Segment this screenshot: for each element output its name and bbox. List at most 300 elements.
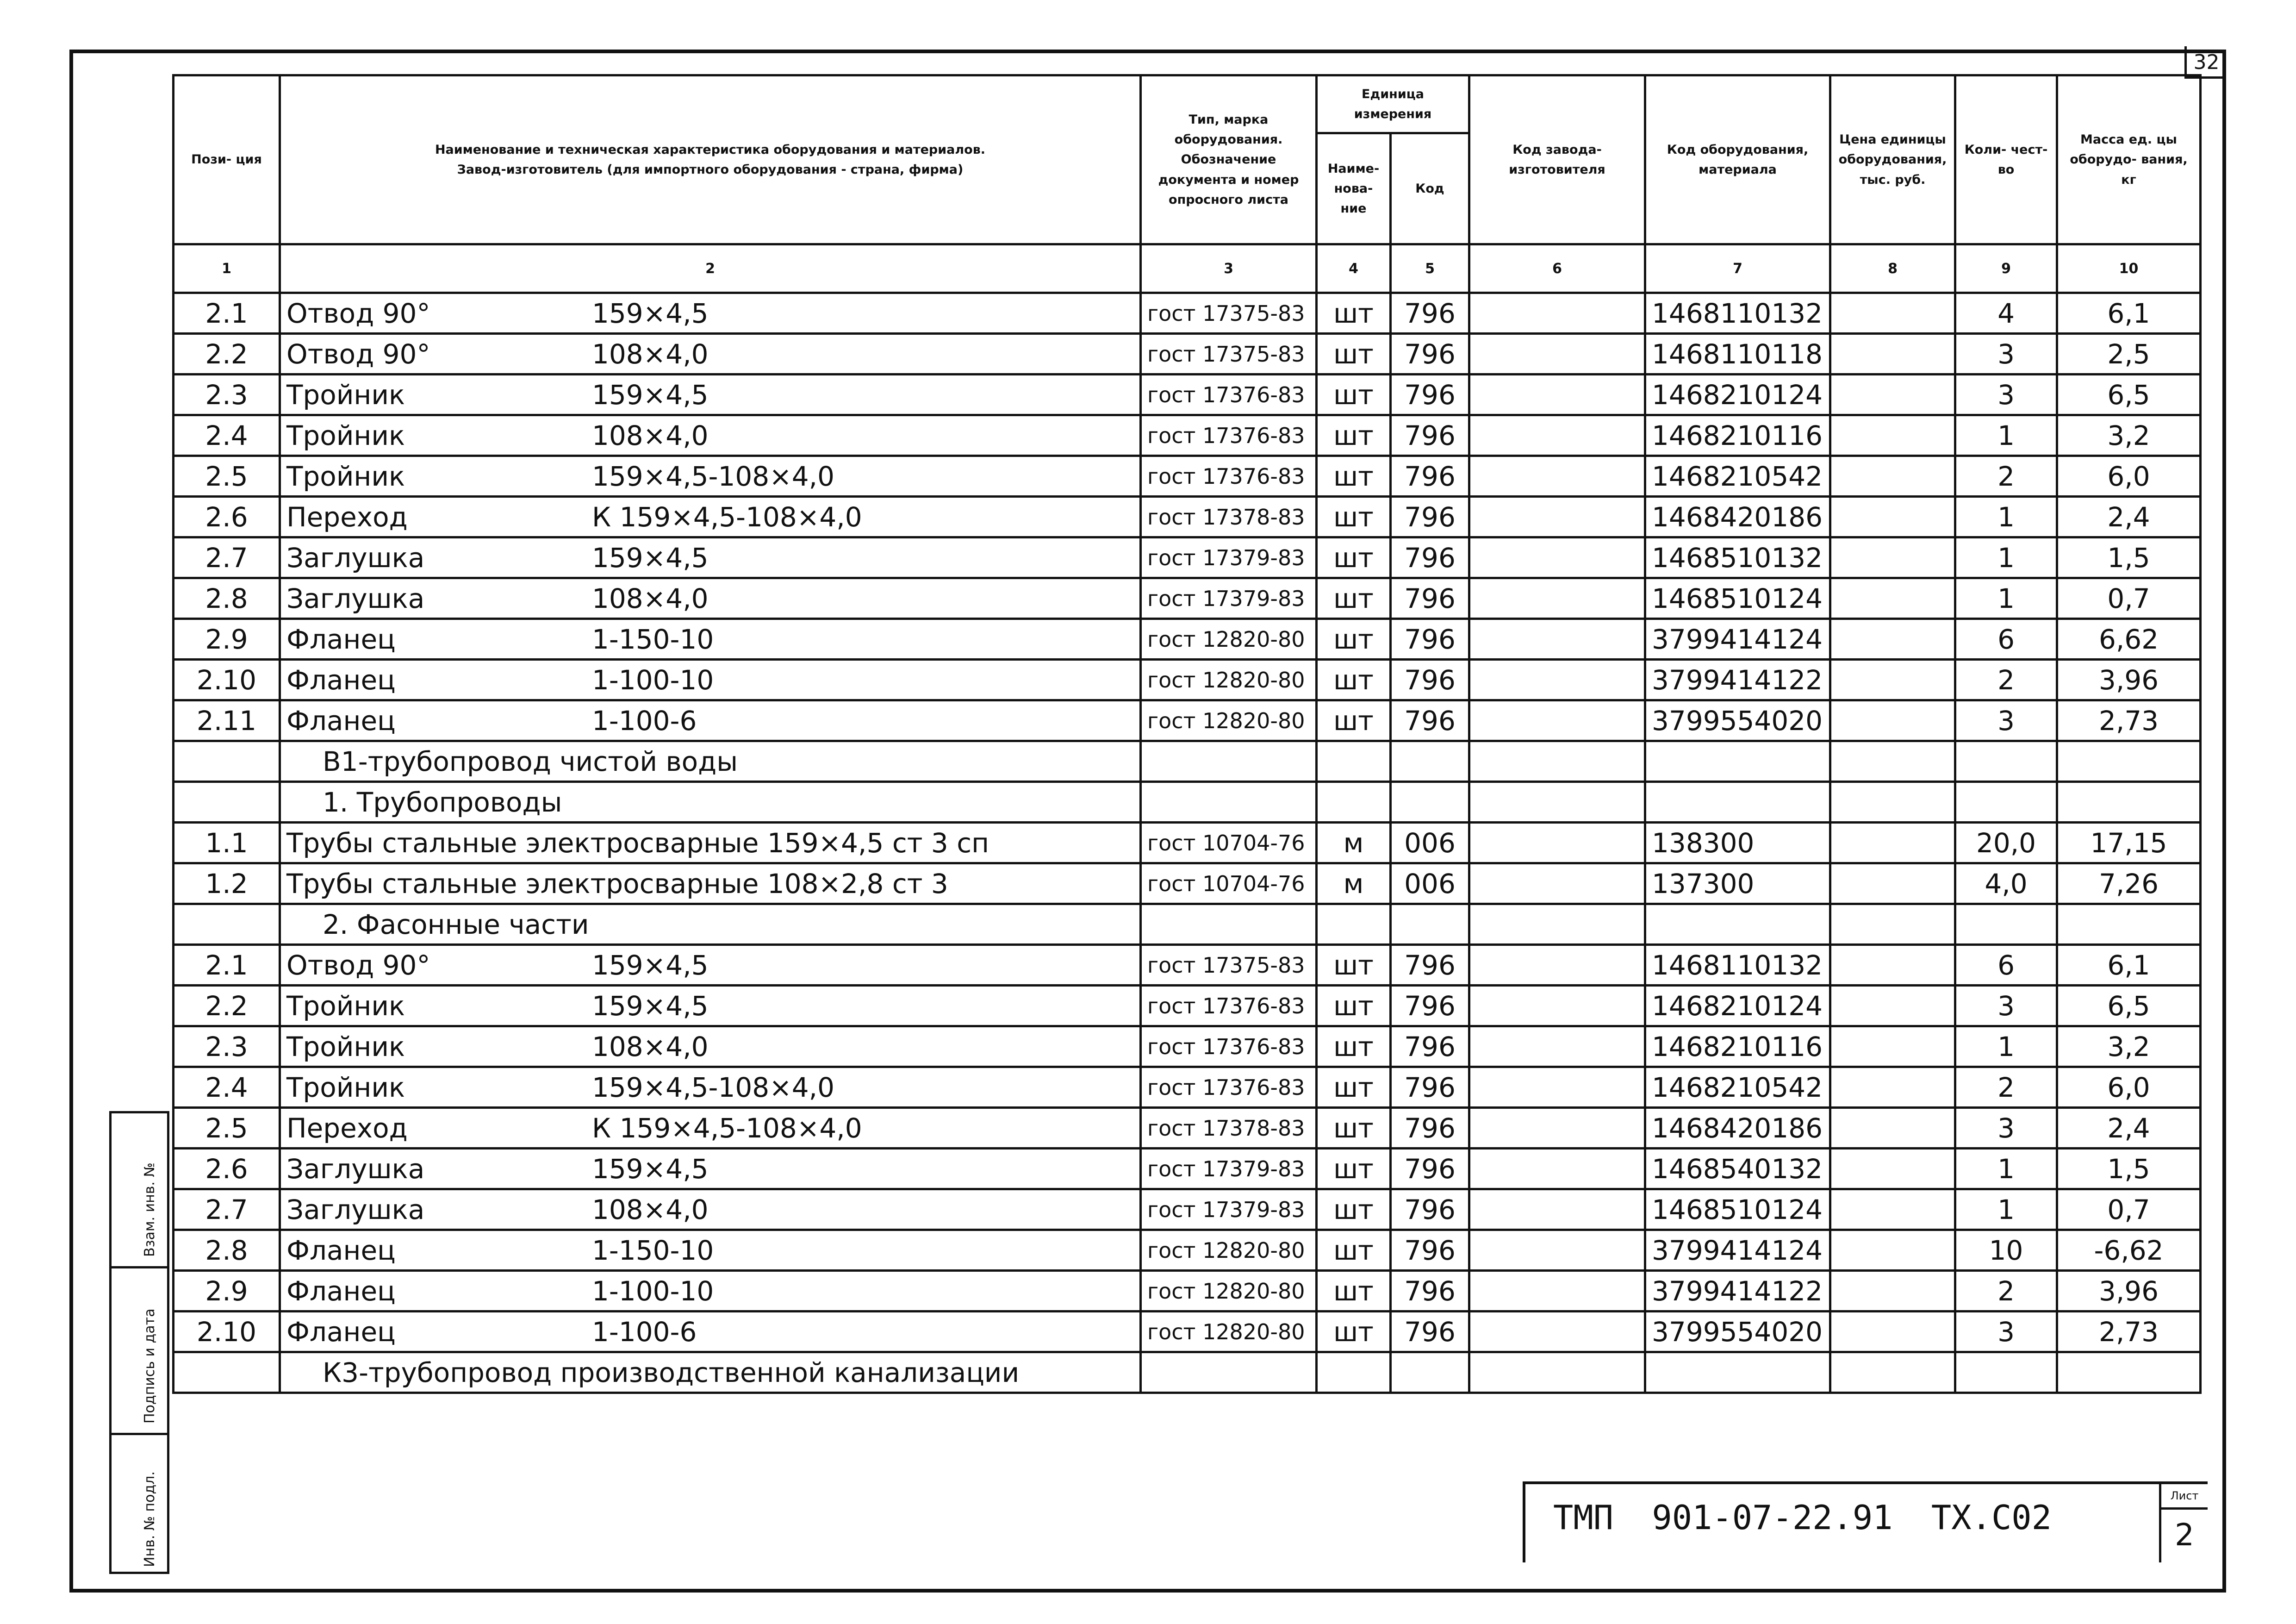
cell-position: 2.8 (174, 578, 280, 619)
cell-position: 2.11 (174, 700, 280, 741)
cell-unit: шт (1317, 945, 1391, 986)
header-name-line2: Завод-изготовитель (для импортного оборудования - страна, фирма) (457, 162, 964, 177)
cell-manufacturer-code (1469, 1271, 1645, 1312)
header-name (280, 75, 1141, 244)
cell-standard: гост 17378-83 (1141, 497, 1317, 537)
cell-unit-code: 006 (1391, 863, 1469, 904)
sidebar-divider (112, 1266, 167, 1268)
cell-manufacturer-code (1469, 986, 1645, 1026)
cell-unit-code: 796 (1391, 293, 1469, 334)
cell-position: 2.1 (174, 293, 280, 334)
cell-manufacturer-code (1469, 863, 1645, 904)
item-name: Фланец (286, 1316, 396, 1348)
sidebar-signature-label: Подпись и дата (142, 1308, 158, 1424)
cell-mass: 2,73 (2057, 700, 2201, 741)
cell-unit: шт (1317, 986, 1391, 1026)
cell-position: 2.9 (174, 1271, 280, 1312)
cell-mass: 0,7 (2057, 578, 2201, 619)
cell-position: 2.6 (174, 1149, 280, 1189)
table-row (174, 945, 2201, 986)
sheet-box (2159, 1484, 2208, 1562)
column-number: 9 (1955, 244, 2057, 293)
cell-mass: 3,96 (2057, 660, 2201, 700)
cell-position: 2.4 (174, 415, 280, 456)
cell-price (1830, 945, 1955, 986)
cell-name (280, 863, 1141, 904)
cell-manufacturer-code (1469, 497, 1645, 537)
cell-price (1830, 1149, 1955, 1189)
cell-unit-code: 796 (1391, 1271, 1469, 1312)
cell-name (280, 986, 1141, 1026)
cell-name (280, 1108, 1141, 1149)
cell-empty (1955, 904, 2057, 945)
cell-manufacturer-code (1469, 660, 1645, 700)
cell-mass: -6,62 (2057, 1230, 2201, 1271)
cell-position: 2.5 (174, 456, 280, 497)
cell-name (280, 945, 1141, 986)
cell-empty (1645, 904, 1830, 945)
cell-mass: 6,1 (2057, 293, 2201, 334)
cell-empty (1955, 782, 2057, 823)
cell-name (280, 823, 1141, 863)
cell-name (280, 1149, 1141, 1189)
cell-manufacturer-code (1469, 415, 1645, 456)
header-equipment-code: Код оборудования, материала (1645, 75, 1830, 244)
cell-standard: гост 12820-80 (1141, 1230, 1317, 1271)
item-name: Трубы стальные электросварные 159×4,5 ст 3 сп (286, 827, 989, 859)
cell-mass: 1,5 (2057, 1149, 2201, 1189)
table-row (174, 578, 2201, 619)
cell-quantity: 3 (1955, 986, 2057, 1026)
header-manufacturer-code: Код завода-изготовителя (1469, 75, 1645, 244)
cell-manufacturer-code (1469, 1067, 1645, 1108)
sidebar-inventory-label: Инв. № подл. (142, 1471, 158, 1567)
sheet-number: 2 (2175, 1517, 2194, 1553)
table-row (174, 863, 2201, 904)
table-row (174, 456, 2201, 497)
cell-mass: 2,4 (2057, 1108, 2201, 1149)
cell-price (1830, 986, 1955, 1026)
cell-unit: шт (1317, 293, 1391, 334)
cell-position: 2.9 (174, 619, 280, 660)
cell-unit: шт (1317, 1189, 1391, 1230)
specification-table (172, 74, 2202, 1394)
cell-manufacturer-code (1469, 945, 1645, 986)
cell-position (174, 741, 280, 782)
cell-quantity: 1 (1955, 1149, 2057, 1189)
table-row (174, 1067, 2201, 1108)
approval-sidebar (109, 1111, 169, 1574)
section-title: К3-трубопровод производственной канализации (280, 1352, 1141, 1393)
cell-empty (1317, 782, 1391, 823)
table-row (174, 497, 2201, 537)
item-size: 1-150-10 (592, 623, 714, 655)
cell-position: 1.2 (174, 863, 280, 904)
cell-empty (1645, 1352, 1830, 1393)
cell-mass: 6,62 (2057, 619, 2201, 660)
cell-empty (1141, 782, 1317, 823)
cell-quantity: 1 (1955, 537, 2057, 578)
cell-empty (2057, 904, 2201, 945)
cell-empty (2057, 782, 2201, 823)
cell-equipment-code: 1468540132 (1645, 1149, 1830, 1189)
cell-price (1830, 1189, 1955, 1230)
table-row (174, 700, 2201, 741)
cell-price (1830, 293, 1955, 334)
cell-position: 2.10 (174, 1312, 280, 1352)
cell-empty (1141, 1352, 1317, 1393)
cell-standard: гост 17379-83 (1141, 1189, 1317, 1230)
section-row (174, 1352, 2201, 1393)
cell-empty (1955, 1352, 2057, 1393)
item-size: 108×4,0 (592, 338, 709, 370)
cell-name (280, 415, 1141, 456)
cell-empty (1317, 741, 1391, 782)
cell-quantity: 2 (1955, 456, 2057, 497)
cell-empty (1391, 741, 1469, 782)
cell-unit-code: 796 (1391, 456, 1469, 497)
cell-standard: гост 12820-80 (1141, 1312, 1317, 1352)
table-row (174, 986, 2201, 1026)
cell-price (1830, 415, 1955, 456)
cell-quantity: 6 (1955, 945, 2057, 986)
cell-price (1830, 1230, 1955, 1271)
cell-mass: 7,26 (2057, 863, 2201, 904)
cell-manufacturer-code (1469, 823, 1645, 863)
cell-price (1830, 863, 1955, 904)
cell-price (1830, 497, 1955, 537)
cell-empty (1469, 1352, 1645, 1393)
item-name: Отвод 90° (286, 338, 430, 370)
cell-quantity: 4,0 (1955, 863, 2057, 904)
cell-quantity: 10 (1955, 1230, 2057, 1271)
cell-mass: 1,5 (2057, 537, 2201, 578)
cell-mass: 3,2 (2057, 1026, 2201, 1067)
cell-unit-code: 796 (1391, 497, 1469, 537)
cell-manufacturer-code (1469, 700, 1645, 741)
cell-quantity: 2 (1955, 1067, 2057, 1108)
cell-empty (1830, 782, 1955, 823)
cell-standard: гост 17376-83 (1141, 986, 1317, 1026)
cell-manufacturer-code (1469, 456, 1645, 497)
cell-name (280, 293, 1141, 334)
cell-equipment-code: 1468110132 (1645, 293, 1830, 334)
cell-equipment-code: 1468110132 (1645, 945, 1830, 986)
cell-standard: гост 17376-83 (1141, 375, 1317, 415)
cell-name (280, 1067, 1141, 1108)
cell-unit: шт (1317, 415, 1391, 456)
item-name: Тройник (286, 1031, 405, 1062)
cell-quantity: 2 (1955, 660, 2057, 700)
cell-unit: шт (1317, 1312, 1391, 1352)
cell-empty (1469, 904, 1645, 945)
cell-equipment-code: 1468210124 (1645, 375, 1830, 415)
cell-standard: гост 12820-80 (1141, 1271, 1317, 1312)
cell-unit-code: 796 (1391, 619, 1469, 660)
cell-position: 2.10 (174, 660, 280, 700)
cell-standard: гост 17379-83 (1141, 578, 1317, 619)
cell-name (280, 578, 1141, 619)
title-stamp (1523, 1481, 2208, 1562)
item-name: Заглушка (286, 582, 425, 614)
item-name: Отвод 90° (286, 297, 430, 329)
cell-unit: шт (1317, 375, 1391, 415)
cell-name (280, 456, 1141, 497)
table-row (174, 1026, 2201, 1067)
cell-position: 2.7 (174, 537, 280, 578)
document-code: ТМП 901-07-22.91 ТХ.С02 (1553, 1498, 2052, 1537)
cell-quantity: 6 (1955, 619, 2057, 660)
cell-position: 2.2 (174, 986, 280, 1026)
cell-unit: шт (1317, 1067, 1391, 1108)
cell-mass: 6,0 (2057, 456, 2201, 497)
column-number: 2 (280, 244, 1141, 293)
cell-equipment-code: 1468510132 (1645, 537, 1830, 578)
cell-name (280, 334, 1141, 375)
cell-manufacturer-code (1469, 1189, 1645, 1230)
cell-position: 2.3 (174, 375, 280, 415)
cell-unit: шт (1317, 1026, 1391, 1067)
cell-standard: гост 17379-83 (1141, 537, 1317, 578)
cell-manufacturer-code (1469, 375, 1645, 415)
item-size: 108×4,0 (592, 1031, 709, 1062)
cell-equipment-code: 3799414124 (1645, 619, 1830, 660)
cell-equipment-code: 1468210124 (1645, 986, 1830, 1026)
cell-empty (1141, 741, 1317, 782)
cell-unit: шт (1317, 456, 1391, 497)
item-size: К 159×4,5-108×4,0 (592, 1112, 862, 1144)
section-title: 1. Трубопроводы (280, 782, 1141, 823)
section-title: В1-трубопровод чистой воды (280, 741, 1141, 782)
cell-unit-code: 796 (1391, 1230, 1469, 1271)
cell-empty (1391, 782, 1469, 823)
cell-manufacturer-code (1469, 1108, 1645, 1149)
cell-empty (1317, 1352, 1391, 1393)
cell-unit-code: 796 (1391, 1108, 1469, 1149)
header-price: Цена единицы оборудования, тыс. руб. (1830, 75, 1955, 244)
cell-unit: шт (1317, 700, 1391, 741)
item-name: Переход (286, 1112, 408, 1144)
cell-position: 2.4 (174, 1067, 280, 1108)
cell-name (280, 497, 1141, 537)
cell-name (280, 1230, 1141, 1271)
cell-standard: гост 17375-83 (1141, 334, 1317, 375)
cell-unit-code: 796 (1391, 1067, 1469, 1108)
cell-manufacturer-code (1469, 578, 1645, 619)
cell-empty (2057, 1352, 2201, 1393)
item-size: 159×4,5 (592, 542, 709, 574)
cell-unit-code: 796 (1391, 700, 1469, 741)
cell-mass: 17,15 (2057, 823, 2201, 863)
cell-unit: шт (1317, 1271, 1391, 1312)
item-name: Фланец (286, 1275, 396, 1307)
cell-price (1830, 700, 1955, 741)
cell-unit-code: 796 (1391, 1189, 1469, 1230)
item-size: 108×4,0 (592, 582, 709, 614)
cell-quantity: 3 (1955, 375, 2057, 415)
table-row (174, 1189, 2201, 1230)
cell-quantity: 4 (1955, 293, 2057, 334)
sidebar-divider (112, 1433, 167, 1435)
item-size: 159×4,5-108×4,0 (592, 1071, 835, 1103)
cell-position: 1.1 (174, 823, 280, 863)
column-numbers-row (174, 244, 2201, 293)
cell-name (280, 375, 1141, 415)
cell-mass: 6,5 (2057, 986, 2201, 1026)
cell-quantity: 1 (1955, 1189, 2057, 1230)
cell-empty (1645, 782, 1830, 823)
cell-equipment-code: 1468510124 (1645, 1189, 1830, 1230)
item-name: Тройник (286, 419, 405, 451)
cell-standard: гост 12820-80 (1141, 700, 1317, 741)
cell-mass: 6,5 (2057, 375, 2201, 415)
cell-unit: шт (1317, 1108, 1391, 1149)
item-name: Тройник (286, 990, 405, 1022)
table-row (174, 1230, 2201, 1271)
item-size: 159×4,5 (592, 297, 709, 329)
cell-name (280, 1189, 1141, 1230)
item-size: 159×4,5 (592, 379, 709, 411)
cell-unit-code: 796 (1391, 415, 1469, 456)
header-row (174, 75, 2201, 133)
cell-quantity: 3 (1955, 1312, 2057, 1352)
cell-position: 2.8 (174, 1230, 280, 1271)
cell-unit: шт (1317, 578, 1391, 619)
cell-empty (1391, 904, 1469, 945)
item-size: 159×4,5 (592, 1153, 709, 1185)
cell-equipment-code: 3799414122 (1645, 1271, 1830, 1312)
cell-quantity: 1 (1955, 497, 2057, 537)
cell-standard: гост 17376-83 (1141, 456, 1317, 497)
column-number: 7 (1645, 244, 1830, 293)
cell-unit-code: 796 (1391, 1312, 1469, 1352)
cell-name (280, 1271, 1141, 1312)
cell-equipment-code: 1468210542 (1645, 1067, 1830, 1108)
column-number: 3 (1141, 244, 1317, 293)
cell-mass: 2,5 (2057, 334, 2201, 375)
cell-unit: шт (1317, 1149, 1391, 1189)
cell-position: 2.1 (174, 945, 280, 986)
cell-equipment-code: 3799554020 (1645, 1312, 1830, 1352)
cell-price (1830, 619, 1955, 660)
cell-unit: шт (1317, 334, 1391, 375)
cell-position: 2.7 (174, 1189, 280, 1230)
cell-empty (1141, 904, 1317, 945)
cell-price (1830, 456, 1955, 497)
cell-empty (1391, 1352, 1469, 1393)
item-size: 1-150-10 (592, 1234, 714, 1266)
column-number: 5 (1391, 244, 1469, 293)
table-row (174, 1149, 2201, 1189)
cell-unit-code: 796 (1391, 537, 1469, 578)
cell-equipment-code: 138300 (1645, 823, 1830, 863)
table-row (174, 1312, 2201, 1352)
table-row (174, 1271, 2201, 1312)
header-type: Тип, марка оборудования. Обозначение документа и номер опросного листа (1141, 75, 1317, 244)
item-name: Фланец (286, 1234, 396, 1266)
cell-empty (1469, 782, 1645, 823)
item-name: Фланец (286, 664, 396, 696)
cell-standard: гост 17375-83 (1141, 945, 1317, 986)
cell-price (1830, 1271, 1955, 1312)
cell-equipment-code: 137300 (1645, 863, 1830, 904)
table-row (174, 1108, 2201, 1149)
cell-standard: гост 12820-80 (1141, 660, 1317, 700)
item-name: Отвод 90° (286, 949, 430, 981)
header-quantity: Коли- чест- во (1955, 75, 2057, 244)
cell-unit: шт (1317, 537, 1391, 578)
cell-unit-code: 796 (1391, 334, 1469, 375)
section-title: 2. Фасонные части (280, 904, 1141, 945)
cell-equipment-code: 3799414122 (1645, 660, 1830, 700)
cell-standard: гост 17379-83 (1141, 1149, 1317, 1189)
header-name-line1: Наименование и техническая характеристика оборудования и материалов. (435, 142, 986, 157)
item-name: Тройник (286, 379, 405, 411)
table-row (174, 823, 2201, 863)
cell-standard: гост 17376-83 (1141, 415, 1317, 456)
cell-price (1830, 1026, 1955, 1067)
item-name: Переход (286, 501, 408, 533)
cell-quantity: 3 (1955, 700, 2057, 741)
cell-unit: м (1317, 823, 1391, 863)
item-size: К 159×4,5-108×4,0 (592, 501, 862, 533)
cell-price (1830, 1067, 1955, 1108)
cell-name (280, 700, 1141, 741)
page-number: 32 (2184, 46, 2226, 79)
cell-equipment-code: 1468210116 (1645, 415, 1830, 456)
cell-unit-code: 796 (1391, 1149, 1469, 1189)
cell-equipment-code: 1468210542 (1645, 456, 1830, 497)
cell-unit: шт (1317, 619, 1391, 660)
cell-manufacturer-code (1469, 1026, 1645, 1067)
cell-quantity: 1 (1955, 578, 2057, 619)
cell-standard: гост 10704-76 (1141, 863, 1317, 904)
table-row (174, 537, 2201, 578)
cell-position (174, 1352, 280, 1393)
table-row (174, 619, 2201, 660)
item-size: 1-100-6 (592, 1316, 697, 1348)
cell-mass: 6,1 (2057, 945, 2201, 986)
cell-manufacturer-code (1469, 537, 1645, 578)
cell-price (1830, 1108, 1955, 1149)
cell-equipment-code: 1468420186 (1645, 1108, 1830, 1149)
cell-mass: 3,96 (2057, 1271, 2201, 1312)
item-size: 159×4,5 (592, 990, 709, 1022)
cell-empty (1830, 741, 1955, 782)
item-size: 1-100-10 (592, 664, 714, 696)
cell-position: 2.2 (174, 334, 280, 375)
table-row (174, 293, 2201, 334)
item-size: 108×4,0 (592, 1193, 709, 1225)
table-row (174, 415, 2201, 456)
cell-empty (1830, 904, 1955, 945)
cell-position (174, 904, 280, 945)
cell-equipment-code: 3799554020 (1645, 700, 1830, 741)
table-row (174, 660, 2201, 700)
cell-unit-code: 796 (1391, 1026, 1469, 1067)
cell-manufacturer-code (1469, 334, 1645, 375)
cell-position: 2.3 (174, 1026, 280, 1067)
cell-manufacturer-code (1469, 1230, 1645, 1271)
cell-price (1830, 334, 1955, 375)
cell-mass: 0,7 (2057, 1189, 2201, 1230)
sidebar-replacement-label: Взам. инв. № (142, 1162, 158, 1257)
cell-manufacturer-code (1469, 1149, 1645, 1189)
cell-standard: гост 12820-80 (1141, 619, 1317, 660)
cell-quantity: 20,0 (1955, 823, 2057, 863)
table-row (174, 375, 2201, 415)
cell-name (280, 1312, 1141, 1352)
